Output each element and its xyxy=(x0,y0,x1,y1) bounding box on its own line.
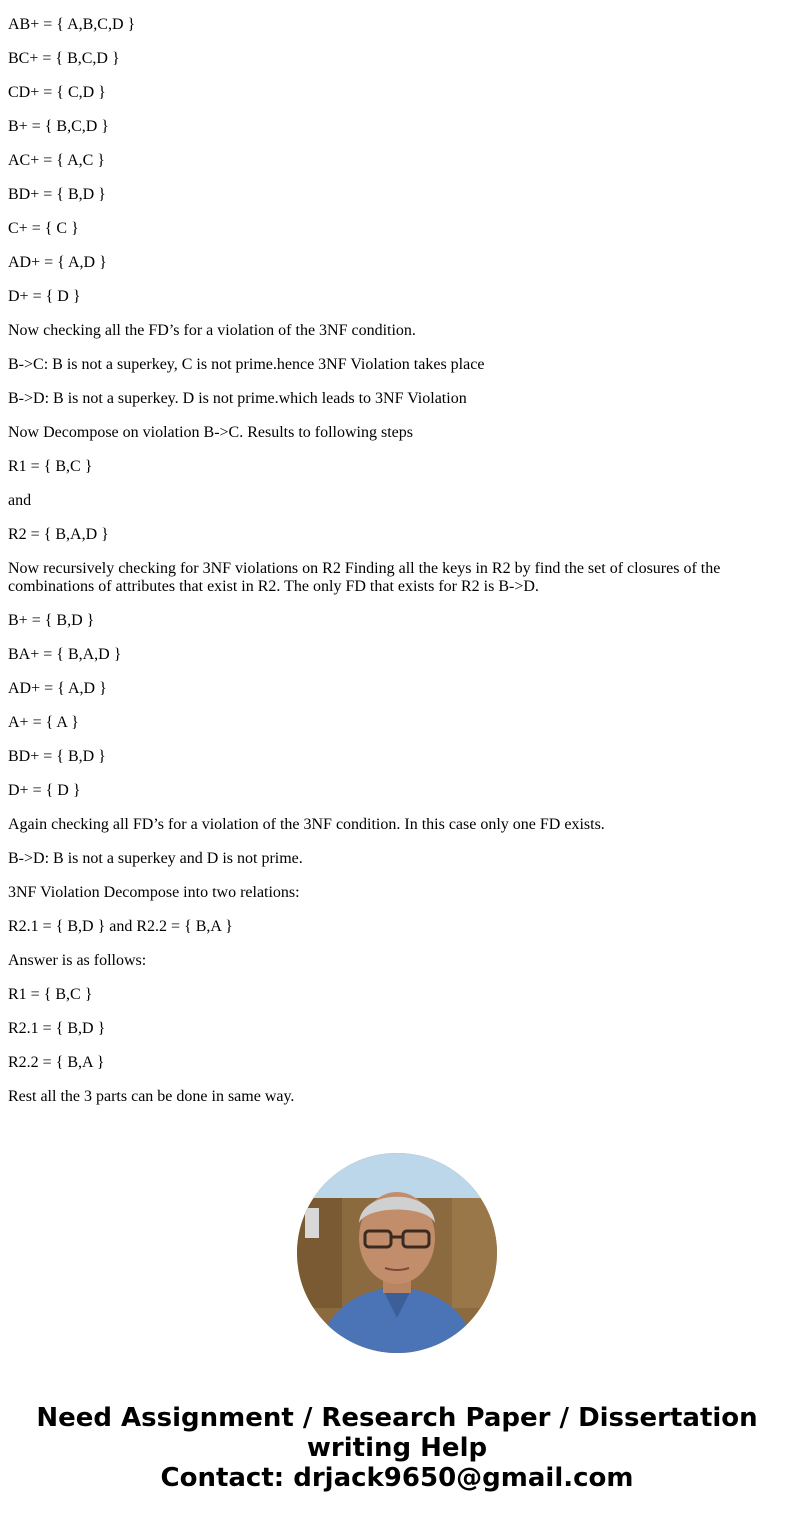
text-line: BC+ = { B,C,D } xyxy=(8,50,120,67)
text-line: AC+ = { A,C } xyxy=(8,152,105,169)
text-line: R1 = { B,C } xyxy=(8,458,93,475)
text-line: BD+ = { B,D } xyxy=(8,186,106,203)
text-line: Again checking all FD’s for a violation of the 3NF condition. In this case only one FD exists. xyxy=(8,816,605,833)
author-avatar xyxy=(297,1153,497,1353)
text-line: B->D: B is not a superkey. D is not prime.which leads to 3NF Violation xyxy=(8,390,467,407)
text-line: CD+ = { C,D } xyxy=(8,84,106,101)
contact-email: Contact: drjack9650@gmail.com xyxy=(160,1463,634,1493)
text-line: BD+ = { B,D } xyxy=(8,748,106,765)
text-line: AB+ = { A,B,C,D } xyxy=(8,16,136,33)
text-line: Now Decompose on violation B->C. Results to following steps xyxy=(8,424,413,441)
avatar-portrait xyxy=(297,1153,497,1353)
text-line: R2.1 = { B,D } and R2.2 = { B,A } xyxy=(8,918,233,935)
text-line: Rest all the 3 parts can be done in same way. xyxy=(8,1088,295,1105)
text-line: R2.1 = { B,D } xyxy=(8,1020,106,1037)
banner-line-2: writing Help xyxy=(306,1433,488,1463)
banner-line-1: Need Assignment / Research Paper / Dissertation xyxy=(36,1403,758,1433)
text-line: Answer is as follows: xyxy=(8,952,147,969)
text-line: Now checking all the FD’s for a violation of the 3NF condition. xyxy=(8,322,416,339)
text-line: B->D: B is not a superkey and D is not prime. xyxy=(8,850,303,867)
text-line: AD+ = { A,D } xyxy=(8,680,107,697)
text-line: R1 = { B,C } xyxy=(8,986,93,1003)
text-line: A+ = { A } xyxy=(8,714,79,731)
text-line: B+ = { B,C,D } xyxy=(8,118,109,135)
text-line: D+ = { D } xyxy=(8,782,81,799)
text-line: D+ = { D } xyxy=(8,288,81,305)
document-body xyxy=(8,16,778,1122)
text-line: AD+ = { A,D } xyxy=(8,254,107,271)
text-line: C+ = { C } xyxy=(8,220,79,237)
text-line: and xyxy=(8,492,32,509)
text-line: 3NF Violation Decompose into two relations: xyxy=(8,884,300,901)
text-line: R2.2 = { B,A } xyxy=(8,1054,105,1071)
text-line: B+ = { B,D } xyxy=(8,612,95,629)
text-paragraph: Now recursively checking for 3NF violations on R2 Finding all the keys in R2 by find the set of closures of the combinations of attributes that exist in R2. The only FD that exists for R2 is B->D. xyxy=(8,560,721,595)
help-banner xyxy=(0,1403,794,1493)
text-line: BA+ = { B,A,D } xyxy=(8,646,122,663)
text-line: R2 = { B,A,D } xyxy=(8,526,109,543)
text-line: B->C: B is not a superkey, C is not prime.hence 3NF Violation takes place xyxy=(8,356,485,373)
